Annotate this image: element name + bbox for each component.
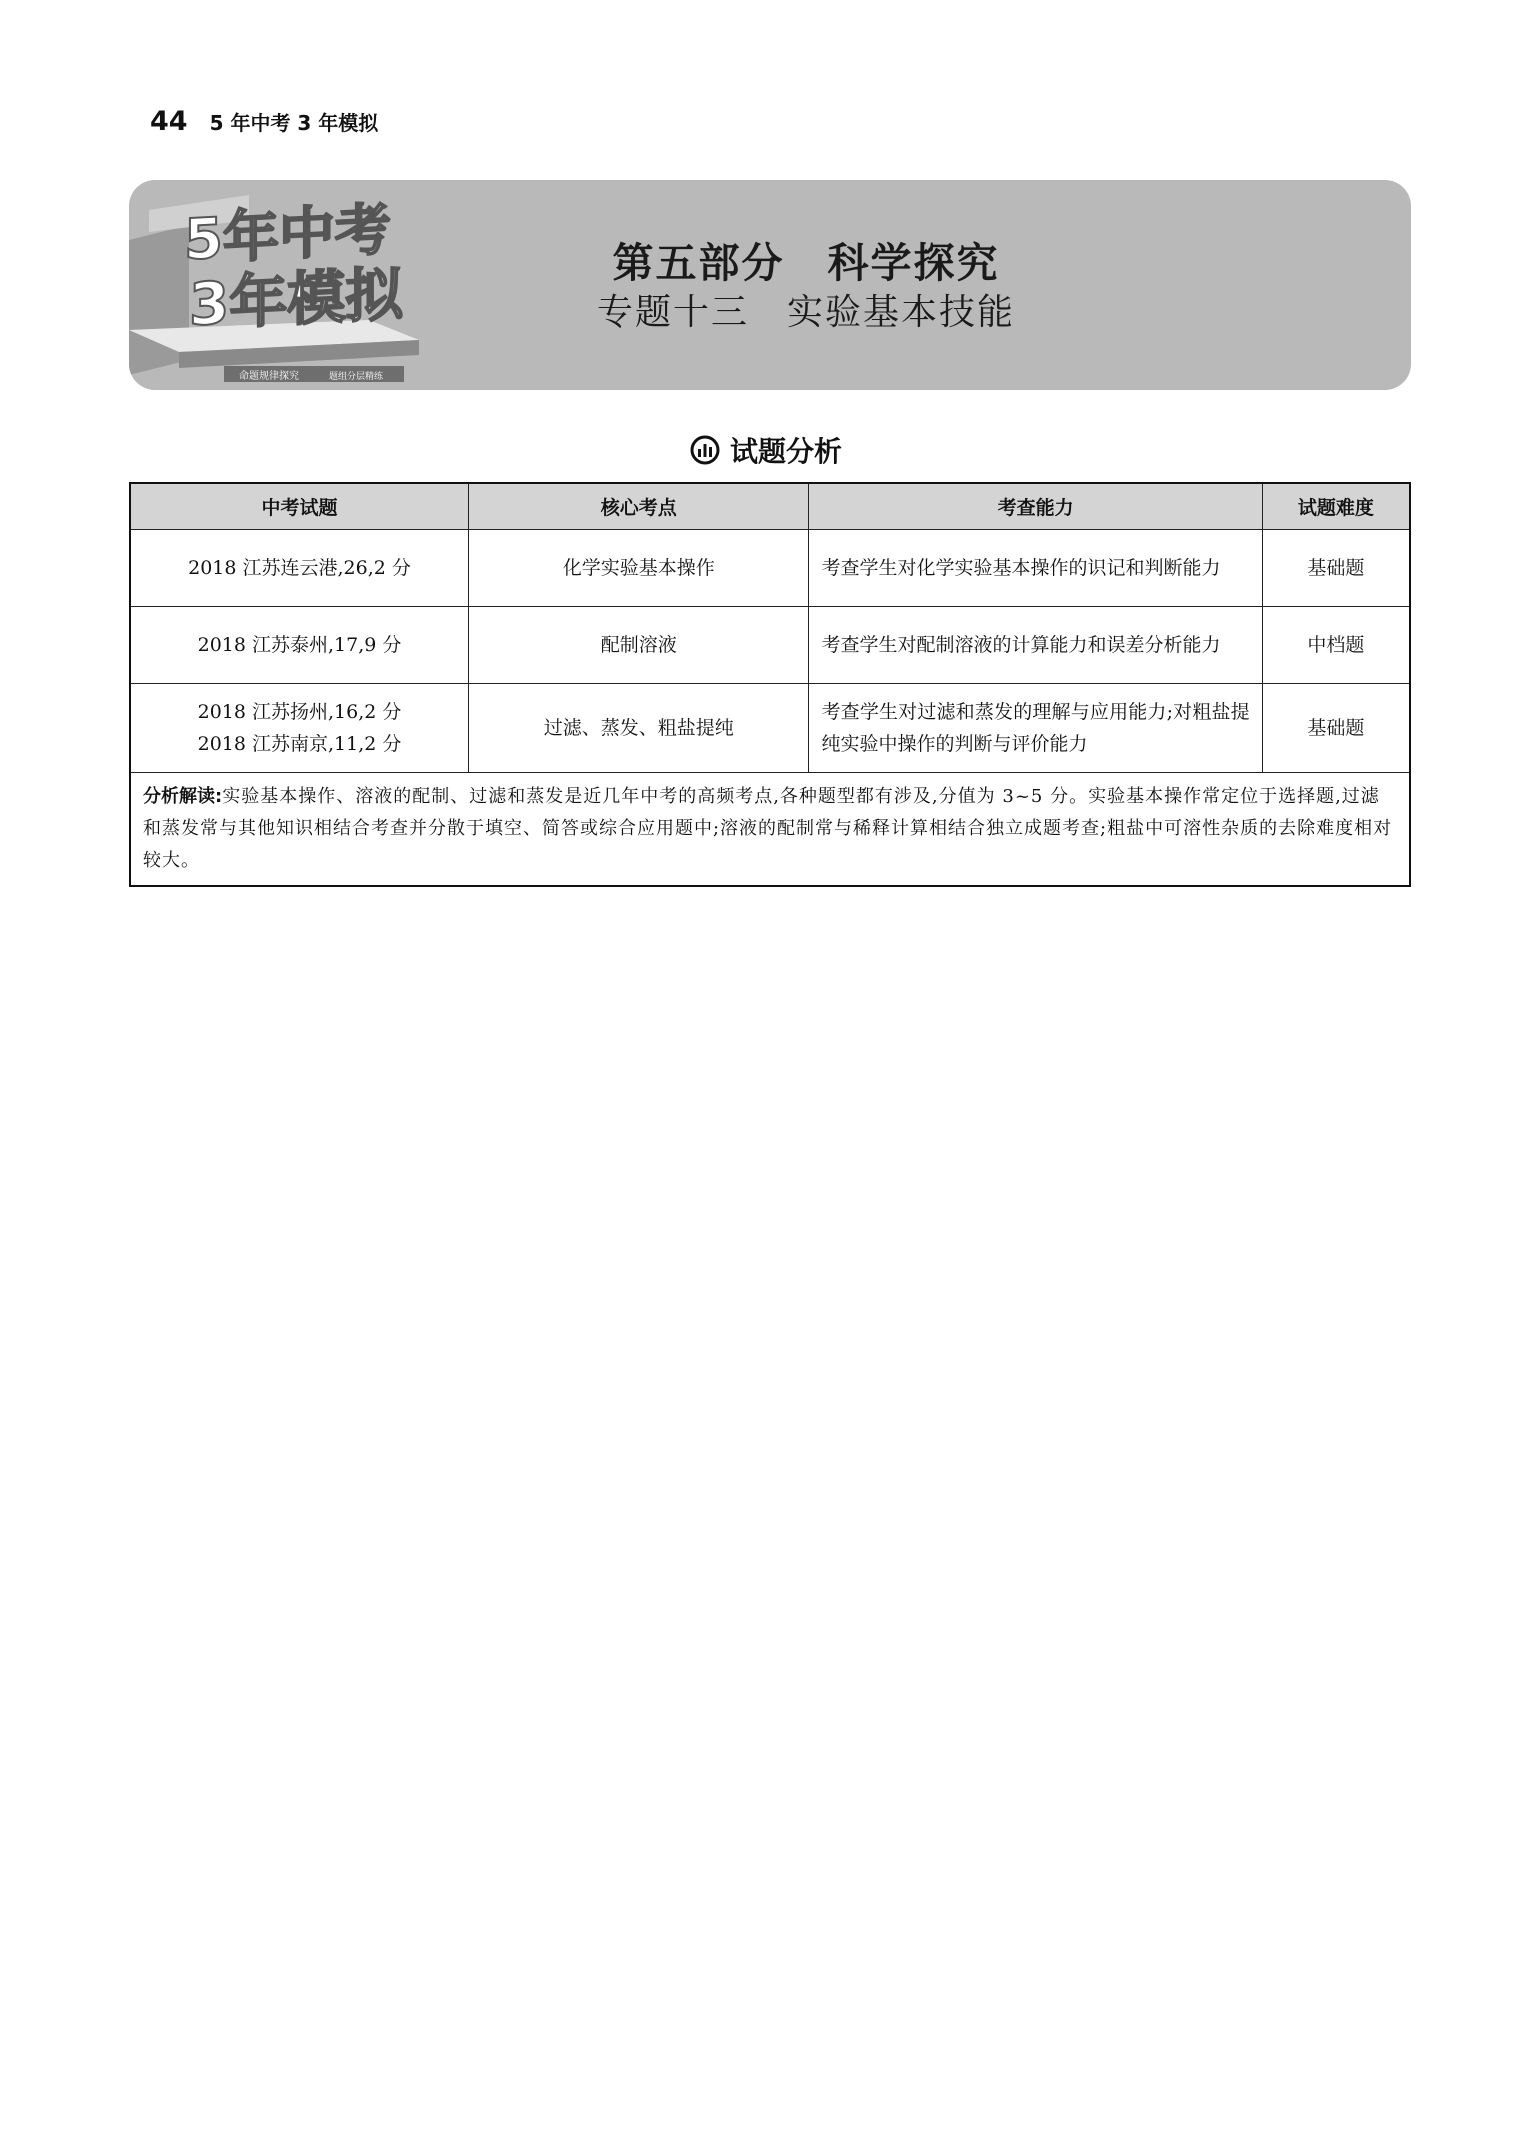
section-title: 试题分析 bbox=[730, 435, 843, 468]
logo-line1: 5年中考 bbox=[184, 197, 391, 274]
ability-cell: 考查学生对过滤和蒸发的理解与应用能力;对粗盐提纯实验中操作的判断与评价能力 bbox=[809, 684, 1262, 773]
exam-item: 2018 江苏南京,11,2 分 bbox=[197, 733, 402, 755]
point-cell: 过滤、蒸发、粗盐提纯 bbox=[469, 684, 809, 773]
exam-item: 2018 江苏连云港,26,2 分 bbox=[188, 557, 411, 579]
difficulty-cell: 基础题 bbox=[1262, 530, 1410, 607]
table-row bbox=[130, 684, 1410, 773]
analysis-text: 实验基本操作、溶液的配制、过滤和蒸发是近几年中考的高频考点,各种题型都有涉及,分值为 3~5 分。实验基本操作常定位于选择题,过滤和蒸发常与其他知识相结合考查并分散于填空、简答或综合应用题中;溶液的配制常与稀释计算相结合独立成题考查;粗盐中可溶性杂质的去除难度相对较大。 bbox=[143, 786, 1393, 871]
ability-cell: 考查学生对化学实验基本操作的识记和判断能力 bbox=[809, 530, 1262, 607]
analysis-row bbox=[130, 773, 1410, 887]
book-title: 5 年中考 3 年模拟 bbox=[209, 111, 379, 135]
column-header-difficulty: 试题难度 bbox=[1262, 483, 1410, 530]
part-title: 第五部分 科学探究 bbox=[612, 239, 1000, 287]
difficulty-cell: 中档题 bbox=[1262, 607, 1410, 684]
analysis-label: 分析解读: bbox=[143, 786, 223, 807]
logo-tagline-left: 命题规律探究 bbox=[239, 371, 299, 382]
exam-cell bbox=[130, 607, 469, 684]
exam-cell bbox=[130, 530, 469, 607]
logo-tagline-right: 题组分层精练 bbox=[329, 372, 384, 382]
column-header-exam: 中考试题 bbox=[130, 483, 469, 530]
difficulty-cell: 基础题 bbox=[1262, 684, 1410, 773]
ability-cell: 考查学生对配制溶液的计算能力和误差分析能力 bbox=[809, 607, 1262, 684]
table-row bbox=[130, 607, 1410, 684]
exam-item: 2018 江苏泰州,17,9 分 bbox=[197, 634, 402, 656]
page-number: 44 bbox=[150, 106, 188, 137]
point-cell: 化学实验基本操作 bbox=[469, 530, 809, 607]
chapter-banner bbox=[129, 180, 1411, 390]
topic-title: 专题十三 实验基本技能 bbox=[596, 292, 1015, 333]
section-heading bbox=[690, 430, 842, 470]
book-logo bbox=[129, 180, 419, 390]
exam-cell bbox=[130, 684, 469, 773]
table-header-row bbox=[130, 483, 1410, 530]
table-row bbox=[130, 530, 1410, 607]
page-header bbox=[150, 106, 378, 137]
logo-line2: 3年模拟 bbox=[189, 259, 404, 339]
chart-circle-icon bbox=[690, 435, 720, 465]
exam-analysis-table bbox=[129, 482, 1411, 887]
column-header-point: 核心考点 bbox=[469, 483, 809, 530]
column-header-ability: 考查能力 bbox=[809, 483, 1262, 530]
exam-item: 2018 江苏扬州,16,2 分 bbox=[197, 701, 402, 723]
point-cell: 配制溶液 bbox=[469, 607, 809, 684]
analysis-cell bbox=[130, 773, 1410, 887]
